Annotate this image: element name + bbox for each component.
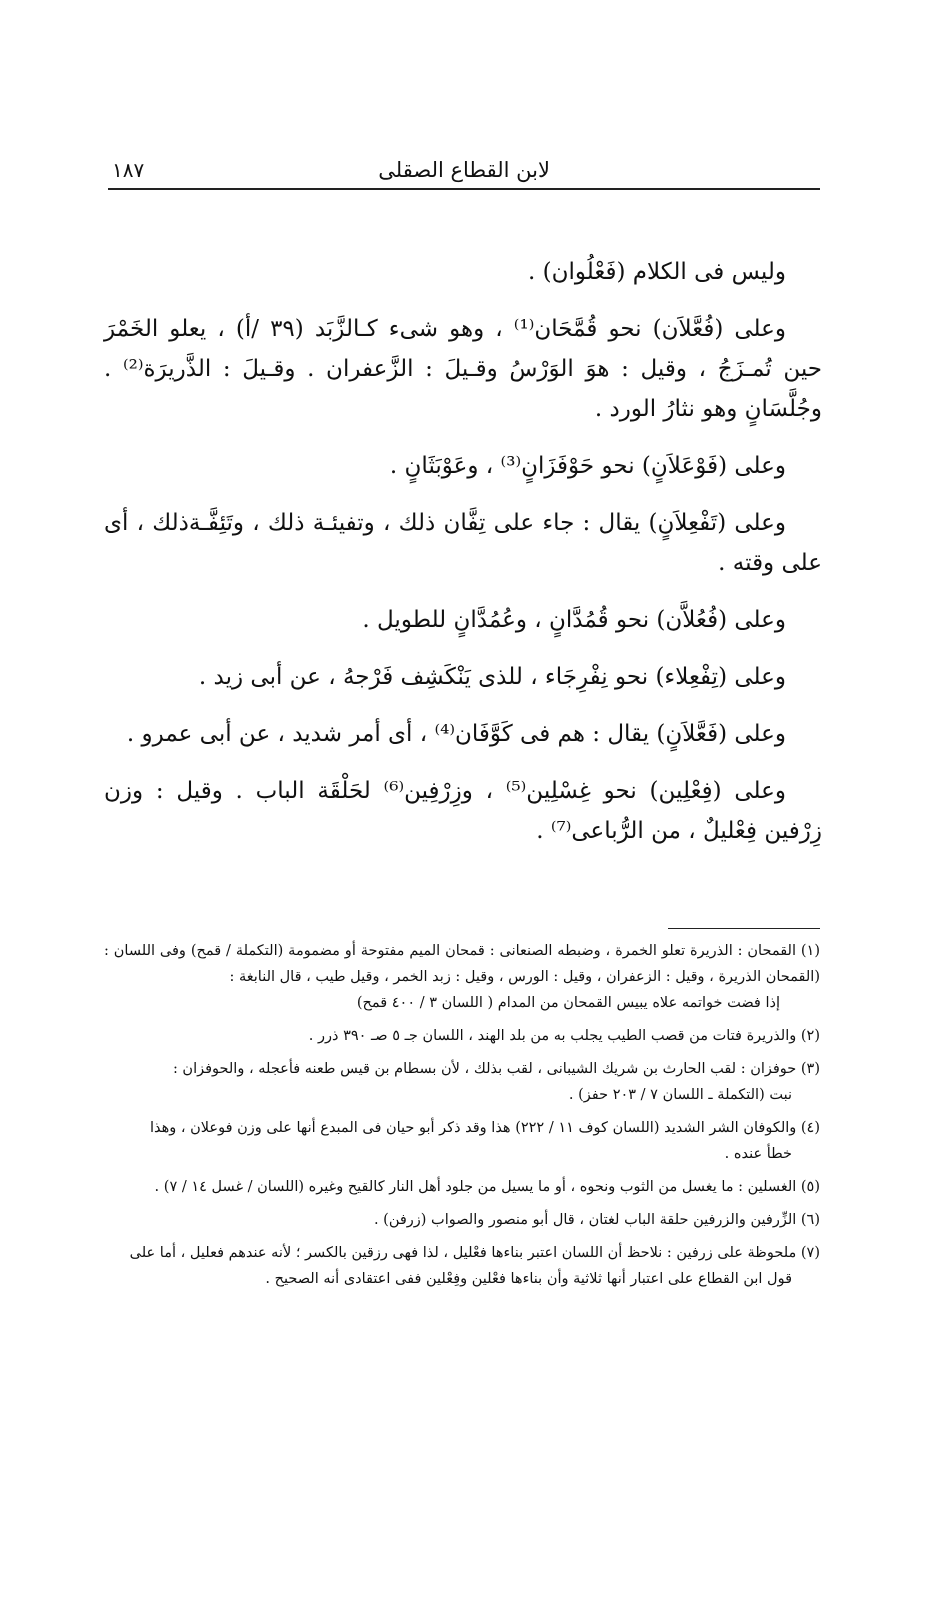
page-header — [108, 152, 820, 188]
footnote-1-verse: إذا فضت خواتمه علاه يبيس القمحان من المدام ( اللسان ٣ / ٤٠٠ قمح) — [356, 995, 780, 1011]
footnote-1-text: (١) القمحان : الذريرة تعلو الخمرة ، وضبطه الصنعانى : قمحان الميم مفتوحة أو مضمومة (التكملة / قمح) وفى اللسان : (القمحان الذريرة ، وقيل : الزعفران ، وقيل : الورس ، وقيل : زبد الخمر ، وقيل طيب ، قال النابغة : — [104, 943, 820, 985]
page-number: ١٨٧ — [112, 158, 145, 182]
paragraph-6: وعلى (تِفْعِلاء) نحو نِفْرِجَاء ، للذى يَنْكَشِف فَرْجهُ ، عن أبى زيد . — [198, 664, 786, 690]
paragraph-5: وعلى (فُعُلاَّن) نحو قُمُدَّانٍ ، وعُمُدَّانٍ للطويل . — [362, 607, 786, 633]
paragraph-2: وعلى (فُعَّلاَن) نحو قُمَّحَان⁽¹⁾ ، وهو شىء كـالزَّبَد (٣٩ /أ) ، يعلو الخَمْرَ حين تُمـزَجُ ، وقيل : هوَ الوَرْسُ وقـيلَ : الزَّعفران . وقـيلَ : الذَّريرَة⁽²⁾ . وجُلَّسَانٍ وهو نثارُ الورد . — [104, 316, 822, 422]
paragraph-7: وعلى (فَعَّلاَنٍ) يقال : هم فى كَوَّفَان⁽⁴⁾ ، أى أمر شديد ، عن أبى عمرو . — [126, 721, 786, 747]
footnote-1 — [104, 938, 820, 1016]
footnote-rule — [668, 928, 820, 929]
footnote-6: (٦) الزِّرفين والزرفين حلقة الباب لغتان ، قال أبو منصور والصواب (زرفن) . — [373, 1212, 820, 1228]
footnote-7-continuation: قول ابن القطاع على اعتبار أنها ثلاثية وأن بناءها فعْلين وفِعْلين ففى اعتقادى أنه الصحيح . — [265, 1271, 792, 1287]
footnote-3-text: (٣) حوفزان : لقب الحارث بن شريك الشيبانى ، لقب بذلك ، لأن بسطام بن قيس طعنه فأعجله ، والحوفزان : — [172, 1061, 820, 1077]
main-text — [104, 252, 822, 868]
footnote-3 — [104, 1056, 820, 1108]
footnote-4-text: (٤) والكوفان الشر الشديد (اللسان كوف ١١ / ٢٢٢) هذا وقد ذكر أبو حيان فى المبدع أنها على وزن فوعلان ، وهذا — [149, 1120, 820, 1136]
footnote-2: (٢) والذريرة فتات من قصب الطيب يجلب به من بلد الهند ، اللسان جـ ٥ صـ ٣٩٠ ذرر . — [308, 1028, 820, 1044]
footnote-5: (٥) الغسلين : ما يغسل من الثوب ونحوه ، أو ما يسيل من جلود أهل النار كالقيح وغيره (اللسان / غسل ١٤ / ٧) . — [154, 1179, 820, 1195]
footnote-7-text: (٧) ملحوظة على زرفين : نلاحظ أن اللسان اعتبر بناءها فعْليل ، لذا فهى رزقين بالكسر ؛ لأنه عندهم فعليل ، أما على — [129, 1245, 820, 1261]
running-title: لابن القطاع الصقلى — [378, 158, 550, 182]
paragraph-8: وعلى (فِعْلِين) نحو غِسْلِين⁽⁵⁾ ، وزِرْفِين⁽⁶⁾ لحَلْقَة الباب . وقيل : وزن زِرْفين فِعْليلٌ ، من الرُّباعى⁽⁷⁾ . — [104, 778, 822, 844]
footnotes — [104, 938, 820, 1299]
paragraph-3: وعلى (فَوْعَلاَنٍ) نحو حَوْفَزَانٍ⁽³⁾ ، وعَوْبَثَانٍ . — [389, 453, 786, 479]
paragraph-1: وليس فى الكلام (فَعْلُوان) . — [528, 259, 786, 285]
footnote-3-continuation: نبت (التكملة ـ اللسان ٧ / ٢٠٣ حفز) . — [568, 1087, 792, 1103]
footnote-4 — [104, 1115, 820, 1167]
paragraph-4: وعلى (تَفْعِلاَنٍ) يقال : جاء على تِفَّان ذلك ، وتفيئـة ذلك ، وتَئِفَّـةذلك ، أى على وقته . — [104, 510, 822, 576]
footnote-4-continuation: خطأ عنده . — [724, 1146, 792, 1162]
header-rule — [108, 188, 820, 190]
footnote-7 — [104, 1240, 820, 1292]
